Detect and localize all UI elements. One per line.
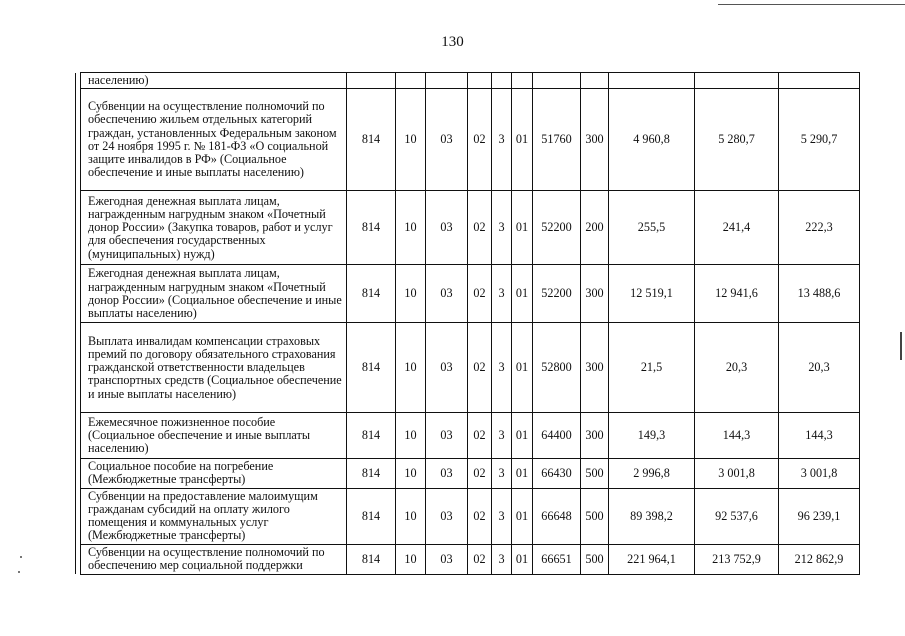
event-code: 01 [512, 191, 533, 265]
program-code: 02 [468, 413, 492, 459]
budget-table [75, 72, 860, 575]
section-code: 10 [396, 89, 426, 191]
event-code: 01 [512, 488, 533, 544]
amount-year-3 [779, 73, 860, 89]
event-code: 01 [512, 459, 533, 488]
program-code: 02 [468, 323, 492, 413]
amount-year-2: 92 537,6 [695, 488, 779, 544]
amount-year-2: 3 001,8 [695, 459, 779, 488]
expense-type-code: 300 [581, 89, 609, 191]
subprogram-code: 3 [492, 488, 512, 544]
section-code: 10 [396, 459, 426, 488]
amount-year-3: 144,3 [779, 413, 860, 459]
expense-type-code: 500 [581, 459, 609, 488]
program-code: 02 [468, 89, 492, 191]
expense-type-code: 300 [581, 413, 609, 459]
section-code: 10 [396, 323, 426, 413]
scan-speck [20, 556, 22, 558]
expense-type-code: 500 [581, 488, 609, 544]
subprogram-code: 3 [492, 265, 512, 323]
section-code: 10 [396, 488, 426, 544]
program-code: 02 [468, 265, 492, 323]
amount-year-3: 222,3 [779, 191, 860, 265]
ministry-code: 814 [347, 265, 396, 323]
subsection-code [426, 73, 468, 89]
subsection-code: 03 [426, 459, 468, 488]
event-code: 01 [512, 323, 533, 413]
table-row [76, 544, 860, 574]
amount-year-3: 212 862,9 [779, 544, 860, 574]
program-code: 02 [468, 544, 492, 574]
amount-year-1: 255,5 [609, 191, 695, 265]
ministry-code: 814 [347, 544, 396, 574]
amount-year-1: 221 964,1 [609, 544, 695, 574]
event-code: 01 [512, 265, 533, 323]
row-description: населению) [81, 73, 347, 89]
scan-speck [18, 571, 20, 573]
direction-code: 51760 [533, 89, 581, 191]
table-row [76, 265, 860, 323]
page-number: 130 [441, 34, 464, 50]
subsection-code: 03 [426, 265, 468, 323]
subsection-code: 03 [426, 544, 468, 574]
ministry-code: 814 [347, 191, 396, 265]
section-code: 10 [396, 413, 426, 459]
program-code: 02 [468, 191, 492, 265]
program-code: 02 [468, 459, 492, 488]
section-code: 10 [396, 544, 426, 574]
amount-year-3: 5 290,7 [779, 89, 860, 191]
section-code: 10 [396, 265, 426, 323]
amount-year-2: 20,3 [695, 323, 779, 413]
amount-year-1: 89 398,2 [609, 488, 695, 544]
subprogram-code: 3 [492, 413, 512, 459]
table-row [76, 73, 860, 89]
direction-code: 66648 [533, 488, 581, 544]
program-code: 02 [468, 488, 492, 544]
amount-year-2: 5 280,7 [695, 89, 779, 191]
direction-code: 64400 [533, 413, 581, 459]
section-code: 10 [396, 191, 426, 265]
ministry-code [347, 73, 396, 89]
amount-year-3: 96 239,1 [779, 488, 860, 544]
ministry-code: 814 [347, 413, 396, 459]
direction-code: 52200 [533, 191, 581, 265]
event-code [512, 73, 533, 89]
amount-year-3: 20,3 [779, 323, 860, 413]
table-row [76, 89, 860, 191]
event-code: 01 [512, 544, 533, 574]
subsection-code: 03 [426, 413, 468, 459]
row-description: Выплата инвалидам компенсации страховых премий по договору обязательного страхования гражданской ответственности владельцев транспортных средств (Социальное обеспечение и иные выплаты населению) [81, 323, 347, 413]
row-description: Ежегодная денежная выплата лицам, награжденным нагрудным знаком «Почетный донор России» (Социальное обеспечение и иные выплаты населению) [81, 265, 347, 323]
table-row [76, 191, 860, 265]
ministry-code: 814 [347, 89, 396, 191]
subprogram-code: 3 [492, 89, 512, 191]
direction-code [533, 73, 581, 89]
expense-type-code: 200 [581, 191, 609, 265]
expense-type-code: 500 [581, 544, 609, 574]
event-code: 01 [512, 89, 533, 191]
amount-year-2: 12 941,6 [695, 265, 779, 323]
program-code [468, 73, 492, 89]
amount-year-1 [609, 73, 695, 89]
expense-type-code [581, 73, 609, 89]
row-description: Субвенции на предоставление малоимущим гражданам субсидий на оплату жилого помещения и коммунальных услуг (Межбюджетные трансферты) [81, 488, 347, 544]
expense-type-code: 300 [581, 265, 609, 323]
ministry-code: 814 [347, 323, 396, 413]
amount-year-1: 149,3 [609, 413, 695, 459]
amount-year-2: 241,4 [695, 191, 779, 265]
scan-edge-mark [900, 332, 902, 360]
row-description: Субвенции на осуществление полномочий по обеспечению мер социальной поддержки [81, 544, 347, 574]
subprogram-code: 3 [492, 323, 512, 413]
ministry-code: 814 [347, 459, 396, 488]
amount-year-1: 12 519,1 [609, 265, 695, 323]
subprogram-code: 3 [492, 459, 512, 488]
amount-year-2 [695, 73, 779, 89]
amount-year-2: 213 752,9 [695, 544, 779, 574]
direction-code: 52800 [533, 323, 581, 413]
row-description: Социальное пособие на погребение (Межбюджетные трансферты) [81, 459, 347, 488]
row-description: Ежегодная денежная выплата лицам, награжденным нагрудным знаком «Почетный донор России» (Закупка товаров, работ и услуг для обеспечения государственных (муниципальных) нужд) [81, 191, 347, 265]
subprogram-code [492, 73, 512, 89]
amount-year-1: 21,5 [609, 323, 695, 413]
row-description: Ежемесячное пожизненное пособие (Социальное обеспечение и иные выплаты населению) [81, 413, 347, 459]
amount-year-1: 4 960,8 [609, 89, 695, 191]
budget-table-body [76, 73, 860, 575]
subsection-code: 03 [426, 191, 468, 265]
table-row [76, 323, 860, 413]
event-code: 01 [512, 413, 533, 459]
table-row [76, 488, 860, 544]
expense-type-code: 300 [581, 323, 609, 413]
subsection-code: 03 [426, 323, 468, 413]
amount-year-3: 3 001,8 [779, 459, 860, 488]
table-row [76, 413, 860, 459]
top-right-rule [718, 4, 905, 5]
row-description: Субвенции на осуществление полномочий по обеспечению жильем отдельных категорий граждан, установленных Федеральным законом от 24 ноября 1995 г. № 181-ФЗ «О социальной защите инвалидов в РФ» (Социальное обеспечение и иные выплаты населению) [81, 89, 347, 191]
amount-year-1: 2 996,8 [609, 459, 695, 488]
direction-code: 66430 [533, 459, 581, 488]
subprogram-code: 3 [492, 544, 512, 574]
subsection-code: 03 [426, 488, 468, 544]
subprogram-code: 3 [492, 191, 512, 265]
table-row [76, 459, 860, 488]
amount-year-3: 13 488,6 [779, 265, 860, 323]
direction-code: 52200 [533, 265, 581, 323]
amount-year-2: 144,3 [695, 413, 779, 459]
ministry-code: 814 [347, 488, 396, 544]
direction-code: 66651 [533, 544, 581, 574]
subsection-code: 03 [426, 89, 468, 191]
section-code [396, 73, 426, 89]
